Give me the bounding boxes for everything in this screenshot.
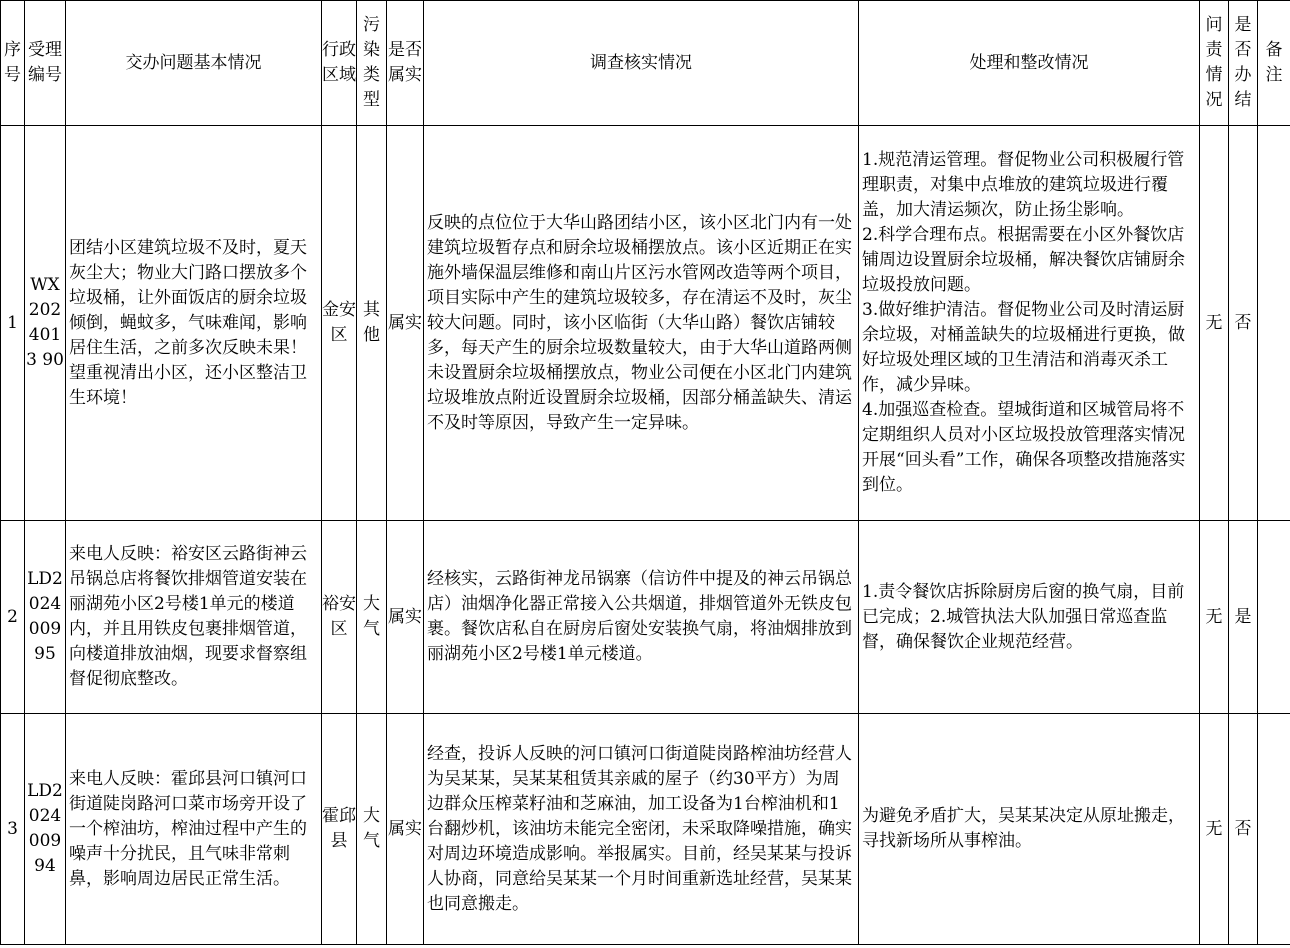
header-row (1, 1, 1290, 126)
cell-district: 金安区 (322, 126, 357, 521)
cell-handling: 1.责令餐饮店拆除厨房后窗的换气扇，目前已完成；2.城管执法大队加强日常巡查监督，确保餐饮企业规范经营。 (859, 521, 1200, 714)
cell-remark (1258, 126, 1290, 521)
cell-seq: 3 (1, 714, 25, 945)
cell-accountability: 无 (1200, 521, 1229, 714)
table-row (1, 521, 1290, 714)
header-verified: 是否属实 (387, 1, 424, 126)
table-row (1, 714, 1290, 945)
cell-remark (1258, 521, 1290, 714)
cell-closed: 否 (1229, 126, 1258, 521)
cell-pollution: 其他 (357, 126, 387, 521)
header-remark: 备注 (1258, 1, 1290, 126)
cell-id: LD2024009 95 (25, 521, 66, 714)
header-district: 行政区域 (322, 1, 357, 126)
cell-pollution: 大气 (357, 521, 387, 714)
cell-accountability: 无 (1200, 714, 1229, 945)
header-seq: 序号 (1, 1, 25, 126)
cell-id: LD2024009 94 (25, 714, 66, 945)
cell-investigation: 经核实，云路街神龙吊锅寨（信访件中提及的神云吊锅总店）油烟净化器正常接入公共烟道，排烟管道外无铁皮包裹。餐饮店私自在厨房后窗处安装换气扇，将油烟排放到丽湖苑小区2号楼1单元楼道。 (424, 521, 859, 714)
cell-handling: 1.规范清运管理。督促物业公司积极履行管理职责，对集中点堆放的建筑垃圾进行覆盖，加大清运频次，防止扬尘影响。 2.科学合理布点。根据需要在小区外餐饮店铺周边设置厨余垃圾桶，解决餐饮店铺厨余垃圾投放问题。 3.做好维护清洁。督促物业公司及时清运厨余垃圾，对桶盖缺失的垃圾桶进行更换，做好垃圾处理区域的卫生清洁和消毒灭杀工作，减少异味。 4.加强巡查检查。望城街道和区城管局将不定期组织人员对小区垃圾投放管理落实情况开展“回头看”工作，确保各项整改措施落实到位。 (859, 126, 1200, 521)
header-accountability: 问责情况 (1200, 1, 1229, 126)
header-closed: 是否办结 (1229, 1, 1258, 126)
cell-pollution: 大气 (357, 714, 387, 945)
cell-closed: 是 (1229, 521, 1258, 714)
cell-district: 霍邱县 (322, 714, 357, 945)
cell-handling: 为避免矛盾扩大，吴某某决定从原址搬走，寻找新场所从事榨油。 (859, 714, 1200, 945)
header-investigation: 调查核实情况 (424, 1, 859, 126)
cell-seq: 1 (1, 126, 25, 521)
cell-closed: 否 (1229, 714, 1258, 945)
cell-issue: 来电人反映：霍邱县河口镇河口街道陡岗路河口菜市场旁开设了一个榨油坊，榨油过程中产生的噪声十分扰民，且气味非常刺鼻，影响周边居民正常生活。 (66, 714, 322, 945)
cell-investigation: 反映的点位位于大华山路团结小区，该小区北门内有一处建筑垃圾暂存点和厨余垃圾桶摆放点。该小区近期正在实施外墙保温层维修和南山片区污水管网改造等两个项目，项目实际中产生的建筑垃圾较多，存在清运不及时，灰尘较大问题。同时，该小区临街（大华山路）餐饮店铺较多，每天产生的厨余垃圾数量较大，由于大华山道路两侧未设置厨余垃圾桶摆放点，物业公司便在小区北门内建筑垃圾堆放点附近设置厨余垃圾桶，因部分桶盖缺失、清运不及时等原因，导致产生一定异味。 (424, 126, 859, 521)
cell-id: WX2024013 90 (25, 126, 66, 521)
cell-district: 裕安区 (322, 521, 357, 714)
header-pollution: 污染类型 (357, 1, 387, 126)
cell-issue: 来电人反映：裕安区云路街神云吊锅总店将餐饮排烟管道安装在丽湖苑小区2号楼1单元的楼道内，并且用铁皮包裹排烟管道，向楼道排放油烟，现要求督察组督促彻底整改。 (66, 521, 322, 714)
cell-remark (1258, 714, 1290, 945)
cell-verified: 属实 (387, 521, 424, 714)
header-id: 受理编号 (25, 1, 66, 126)
cell-investigation: 经查，投诉人反映的河口镇河口街道陡岗路榨油坊经营人为吴某某，吴某某租赁其亲戚的屋子（约30平方）为周边群众压榨菜籽油和芝麻油，加工设备为1台榨油机和1台翻炒机，该油坊未能完全密闭，未采取降噪措施，确实对周边环境造成影响。举报属实。目前，经吴某某与投诉人协商，同意给吴某某一个月时间重新选址经营，吴某某也同意搬走。 (424, 714, 859, 945)
cell-verified: 属实 (387, 126, 424, 521)
header-issue: 交办问题基本情况 (66, 1, 322, 126)
cell-issue: 团结小区建筑垃圾不及时，夏天灰尘大；物业大门路口摆放多个垃圾桶，让外面饭店的厨余垃圾倾倒，蝇蚊多，气味难闻，影响居住生活，之前多次反映未果！望重视清出小区，还小区整洁卫生环境！ (66, 126, 322, 521)
header-handling: 处理和整改情况 (859, 1, 1200, 126)
cell-seq: 2 (1, 521, 25, 714)
cell-verified: 属实 (387, 714, 424, 945)
table-row (1, 126, 1290, 521)
cell-accountability: 无 (1200, 126, 1229, 521)
